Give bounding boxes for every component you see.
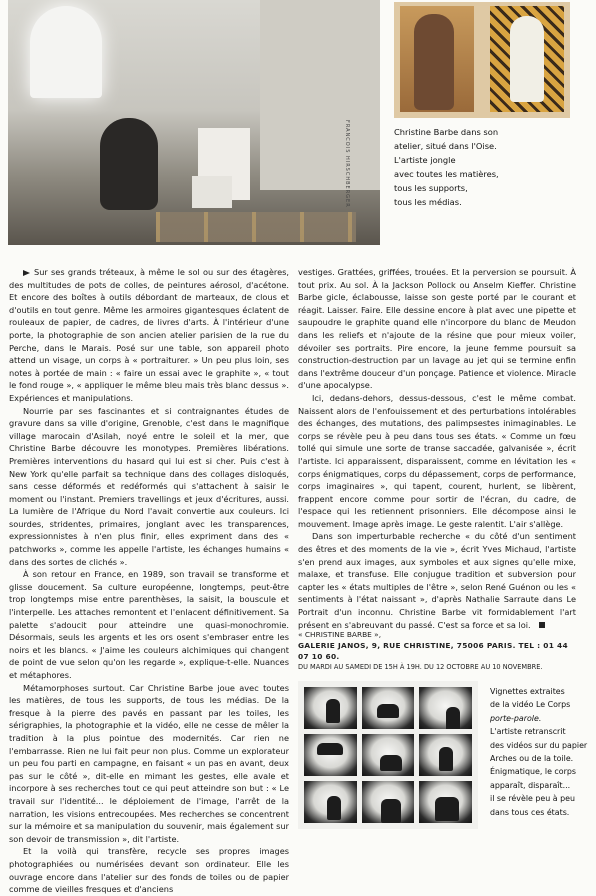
body-silhouette (439, 747, 453, 771)
body-silhouette (380, 755, 402, 771)
photo-caption (394, 125, 544, 209)
caption-line: atelier, situé dans l'Oise. (394, 141, 497, 151)
caption-line: apparaît, disparaît... (490, 780, 571, 790)
caption-line: L'artiste jongle (394, 155, 456, 165)
atelier-photo (8, 0, 380, 245)
video-still (362, 781, 415, 823)
caption-line: Énigmatique, le corps (490, 767, 576, 777)
caption-line: dans tous ces états. (490, 807, 570, 817)
video-caption (490, 685, 586, 819)
white-panel (192, 176, 232, 208)
paragraph-text: Dans son imperturbable recherche « du côté d'un sentiment des êtres et des moments de la vie », écrit Yves Michaud, l'artiste s'en prend aux images, aux symboles et aux signes qu'elle mixe, malaxe, et transfuse. Elle conjugue tradition et subversion pour capter les « états multiples de l'être », selon René Guénon ou les « sentiments à l'état naissant », d'après Nathalie Sarraute dans Le Portrait d'un inconnu. Christine Barbe vit formidablement l'art présent en s'abreuvant du passé. C'est sa force et sa loi. (298, 531, 576, 630)
exhibition-title: « CHRISTINE BARBE », (298, 630, 382, 639)
video-still (304, 687, 357, 729)
caption-line: tous les médias. (394, 197, 462, 207)
painted-figure (414, 14, 454, 110)
article-paragraph (298, 530, 576, 631)
caption-line: L'artiste retranscrit (490, 727, 566, 737)
body-silhouette (326, 699, 340, 723)
video-still (362, 687, 415, 729)
body-silhouette (377, 704, 399, 718)
caption-line: avec toutes les matières, (394, 169, 499, 179)
caption-line: il se révèle peu à peu (490, 794, 575, 804)
article-paragraph: Métamorphoses surtout. Car Christine Barbe joue avec toutes les matières, de tous les supports, de tous les médias. De la fresque à la pierre des pavés en passant par les toiles, les sérigraphies, la photographie et la vidéo, elle ne cesse de mêler la tradition à la plus pointue des modernités. Car rien ne l'embarrasse. Rien ne lui fait peur non plus. Comme un explorateur un peu fou parti en campagne, en faisant « un pas en avant, deux pas sur le côté », dit-elle en mimant les gestes, elle avale et incorpore à ses recherches tout ce qui peut atteindre son but : « Le travail sur l'identité... le déploiement de l'image, l'arrêt de la narration, les visions entrecoupées. Mes recherches se concentrent sur la mémoire et sa manipulation du souvenir, mais également sur son devoir de transmission », dit l'artiste. (9, 682, 289, 844)
arched-window (30, 6, 102, 98)
body-silhouette (381, 799, 401, 823)
article-paragraph: Nourrie par ses fascinantes et si contraignantes études de gravure dans sa ville d'origine, Grenoble, c'est dans le magnifique village marocain d'Asilah, noyé entre le soleil et la mer, que Christine Barbe découvre les monotypes. Premières libérations. Premières interventions du hasard qui lui est si cher. Puis c'est à New York qu'elle parfait sa technique dans des collages disloqués, sans cesse déformés et redéformés qui s'attachent à saisir le moment ou l'instant. Premiers travellings et jeux d'écritures, aussi. La lumière de l'Afrique du Nord l'avait convertie aux couleurs. Ici sourdes, stridentes, primaires, jonglant avec les transparences, expressionnistes à n'en plus finir, elles expriment dans des « patchworks », comme les appelle l'artiste, les échanges humains « dans des sortes de clichés ». (9, 405, 289, 567)
article-paragraph: À son retour en France, en 1989, son travail se transforme et glisse doucement. Sa culture européenne, longtemps, peut-être trop longtemps mise entre parenthèses, la saisit, la bouscule et l'interpelle. Les attaches remontent et l'enlacent définitivement. Sa palette s'adoucit pour atteindre une quasi-monochromie. Désormais, seuls les argents et les ors osent s'embraser entre les noirs et les blancs. « J'aime les couleurs alchimiques qui changent de point de vue selon qu'on les regarde », explique-t-elle. Nuances et métaphores. (9, 569, 289, 680)
video-still (419, 781, 472, 823)
video-still (419, 734, 472, 776)
exhibition-info (298, 629, 576, 673)
caption-line: de la vidéo Le Corps (490, 700, 571, 710)
end-mark-icon (539, 622, 545, 628)
caption-line: porte-parole. (490, 713, 542, 723)
artwork-photo (394, 2, 570, 118)
video-still (304, 781, 357, 823)
body-silhouette (327, 796, 341, 820)
article-column-left (9, 266, 289, 896)
caption-line: des vidéos sur du papier (490, 740, 588, 750)
video-still (304, 734, 357, 776)
article-paragraph: Ici, dedans-dehors, dessus-dessous, c'est le même combat. Naissent alors de l'enfouissement et des perturbations intolérables des échanges, des mutations, des palimpsestes inimaginables. Le corps se révèle peu à peu dans tous ses états. « Comme un fœu tollé qui simule une sorte de transe saccadée, galvanisée », écrit l'artiste. Ici apparaissent, disparaissent, comme en lévitation les « corps énigmatiques, corps du dépassement, corps de performance, corps imaginaires », qui tapent, courent, hurlent, se libèrent, frappent encore comme pour sortir de l'écran, du cadre, de l'espace qui les retiennent prisonniers. Elle décompose ainsi le mouvement. Image après image. Le geste ralentit. L'air s'allège. (298, 392, 576, 529)
video-still (419, 687, 472, 729)
caption-line: tous les supports, (394, 183, 468, 193)
atelier-wall (260, 0, 380, 190)
artist-figure (100, 118, 158, 210)
arrow-icon (23, 270, 30, 276)
gallery-address: GALERIE JANOS, 9, RUE CHRISTINE, 75006 PARIS. TEL : 01 44 07 10 60. (298, 641, 568, 661)
caption-line: Arches ou de la toile. (490, 754, 574, 764)
caption-line: Christine Barbe dans son (394, 127, 499, 137)
article-paragraph: Et la voilà qui transfère, recycle ses propres images photographiées ou numérisées devant son ordinateur. Elle les ouvrage encore dans l'atelier sur des fonds de toiles ou de papier comme de vieilles fresques et d'anciens (9, 846, 289, 895)
photo-credit: FRANCOIS HIRSCHBERGER (344, 120, 350, 208)
article-paragraph: vestiges. Grattées, griffées, trouées. Et la perversion se poursuit. À tout prix. Au sol. À la Jackson Pollock ou Anselm Kieffer. Christine Barbe gicle, éclabousse, laisse son geste porté par le courant et réagit. Laisser. Faire. Elle dessine encore à plat avec une pipette et saupoudre le graphite quand elle n'incorpore du blanc de Meudon dans les reliefs et n'ajoute de la résine que pour mieux voiler, dévoiler ses portraits. Pire encore, la jeune femme poursuit sa construction-destruction par un lavage au jet qui se termine enfin dans l'extrême douceur d'un ponçage. Patience et violence. Miracle d'une apocalypse. (298, 267, 576, 391)
body-silhouette (435, 797, 459, 821)
caption-line: Vignettes extraites (490, 687, 565, 696)
article-paragraph (9, 266, 289, 405)
video-still (362, 734, 415, 776)
paragraph-text: Sur ses grands tréteaux, à même le sol ou sur des étagères, des multitudes de pots de colles, de peintures aérosol, d'acétone. Et encore des boîtes à outils débordant de marteaux, de clous et d'outils en tout genre. Même les armoires gigantesques éclatent de rouleaux de papier, de cadres, de livres d'arts. À l'intérieur d'une porte, la photographie de son ancien atelier parisien de la rue du Perche, dans le Marais. Posé sur une table, son appareil photo attend un visage, un corps à « portraiturer. » Un peu plus loin, ses notes à portée de main : « faire un essai avec le graphite », « tout le fond rouge », « appliquer le même bleu mais très blanc dessus ». Expériences et manipulations. (9, 267, 289, 403)
body-silhouette (446, 707, 460, 729)
body-silhouette (317, 743, 343, 755)
exhibition-dates: DU MARDI AU SAMEDI DE 15H À 19H. DU 12 OCTOBRE AU 10 NOVEMBRE. (298, 663, 543, 671)
video-stills (298, 681, 478, 829)
painted-girl (510, 16, 544, 102)
article-column-right (298, 266, 576, 631)
floor-artworks (156, 212, 356, 242)
